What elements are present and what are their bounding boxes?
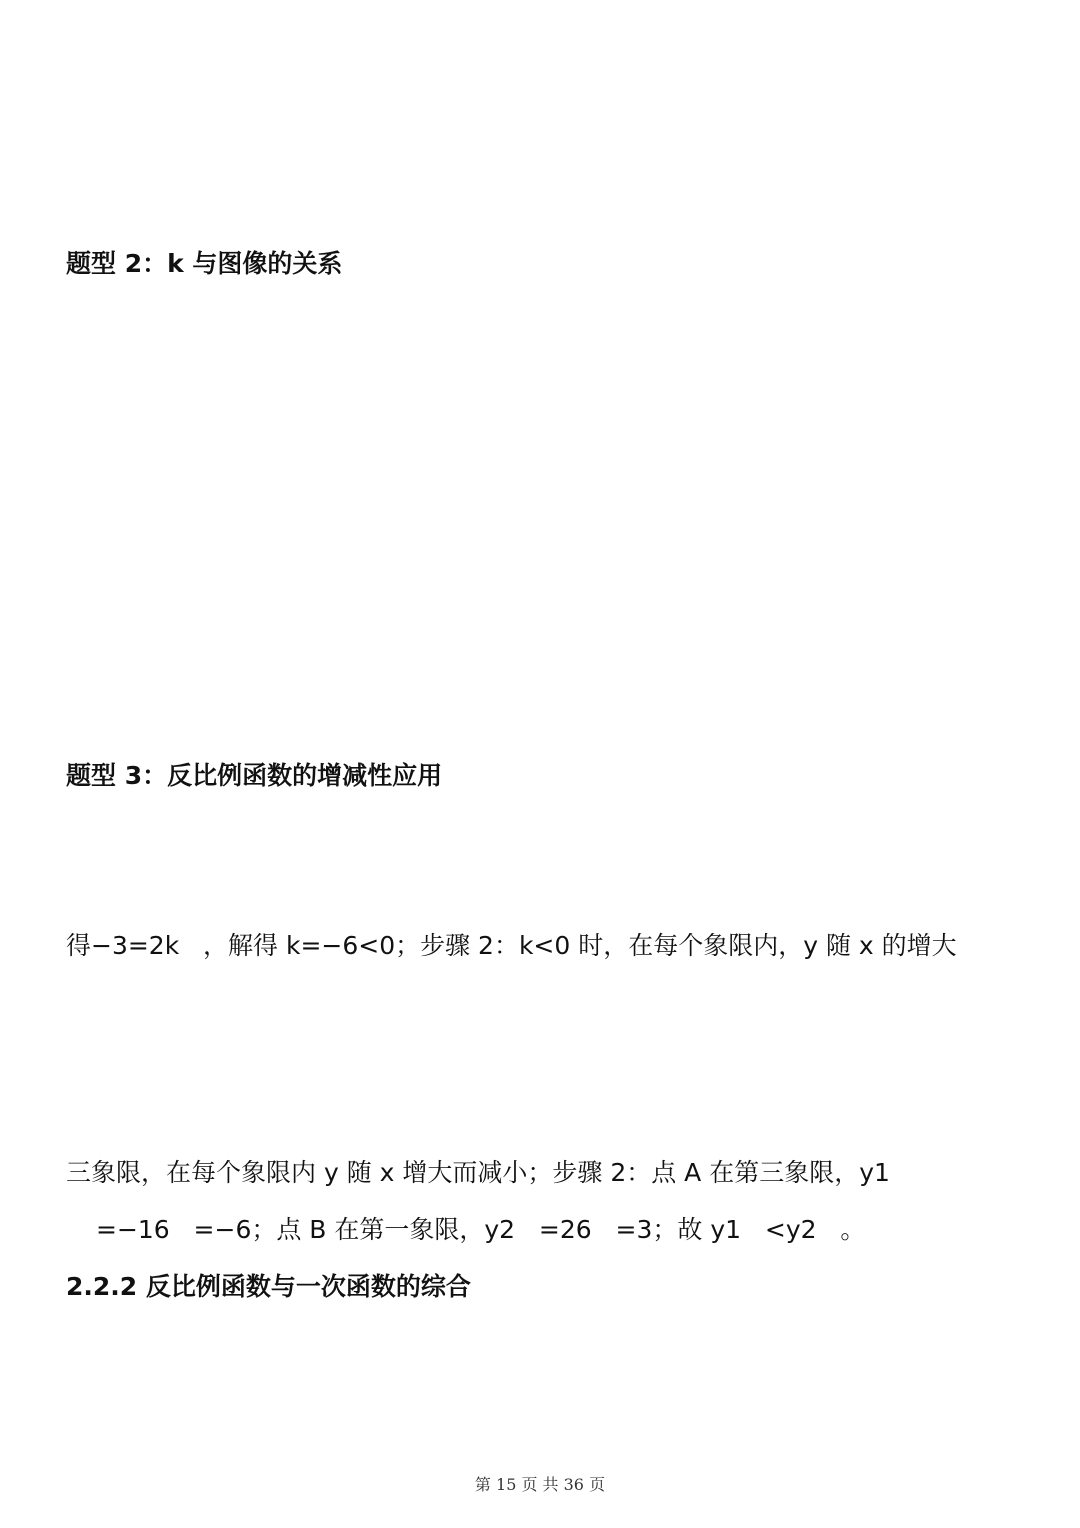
analysis-continued <box>66 180 1026 237</box>
section-heading-type-2: 题型 2：k 与图像的关系 <box>66 249 343 279</box>
question-2024-jiangxi <box>66 66 1026 123</box>
question-continued <box>66 861 1026 918</box>
analysis-continued <box>66 975 1026 1032</box>
analysis-continued: =−16 =−6；点 B 在第一象限，y2 =26 =3；故 y1 <y2 。 <box>96 1214 866 1244</box>
options-row <box>66 350 1026 407</box>
question-2023-chengdu <box>66 520 1026 577</box>
analysis <box>66 691 1026 748</box>
analysis-continued: 三象限，在每个象限内 y 随 x 增大而减小；步骤 2：点 A 在第三象限，y1 <box>66 1158 890 1188</box>
question-2025-nanjing <box>66 293 1026 350</box>
core-points-continued <box>66 1372 1026 1429</box>
document-body <box>66 66 1026 1429</box>
page-number-footer: 第 15 页 共 36 页 <box>474 1475 606 1494</box>
options-row <box>66 634 1026 691</box>
question-continued <box>66 1088 1026 1145</box>
options-row <box>66 407 1026 464</box>
question-2025-wuhan <box>66 1032 1026 1089</box>
section-heading-2-2-2: 2.2.2 反比例函数与一次函数的综合 <box>66 1271 471 1301</box>
question-2024-qingdao <box>66 804 1026 861</box>
analysis-continued: 得−3=2k ，解得 k=−6<0；步骤 2：k<0 时，在每个象限内，y 随 x 的增大 <box>66 930 957 960</box>
options-row <box>66 123 1026 180</box>
analysis <box>66 464 1026 521</box>
options-row <box>66 577 1026 634</box>
core-points <box>66 1316 1026 1373</box>
section-heading-type-3: 题型 3：反比例函数的增减性应用 <box>66 760 443 790</box>
